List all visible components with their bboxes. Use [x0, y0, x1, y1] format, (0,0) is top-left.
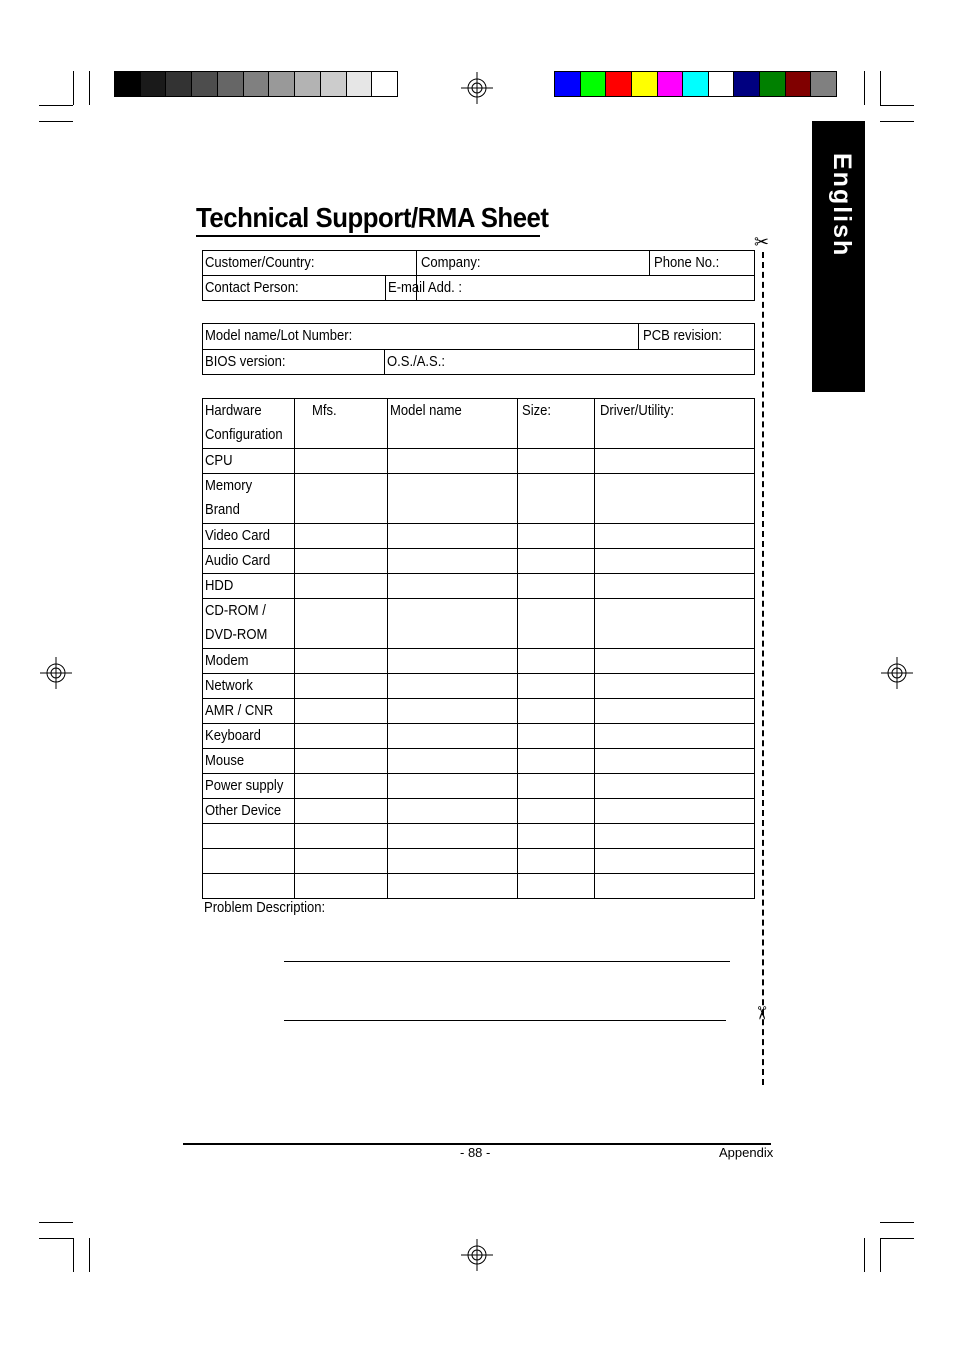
- column-header-hardware: Hardware Configuration: [203, 399, 295, 449]
- hardware-entry-cell[interactable]: [595, 599, 755, 649]
- hardware-entry-cell[interactable]: [388, 674, 518, 699]
- table-row: [203, 749, 755, 774]
- hardware-item-label: Modem: [203, 649, 295, 674]
- title-underline: [196, 235, 540, 237]
- model-name-field[interactable]: Model name/Lot Number:: [203, 324, 639, 350]
- color-swatch: [811, 72, 836, 96]
- hardware-entry-cell[interactable]: [388, 749, 518, 774]
- color-swatch: [606, 72, 632, 96]
- phone-field[interactable]: Phone No.:: [649, 251, 754, 276]
- hardware-entry-cell[interactable]: [595, 574, 755, 599]
- registration-mark-icon: [461, 72, 493, 104]
- process-color-bar: [554, 71, 837, 97]
- color-swatch: [192, 72, 218, 96]
- problem-line-2[interactable]: [284, 1020, 726, 1021]
- hardware-entry-cell[interactable]: [295, 774, 388, 799]
- contact-person-field[interactable]: Contact Person:: [203, 276, 417, 301]
- hardware-entry-cell[interactable]: [518, 674, 595, 699]
- color-swatch: [166, 72, 192, 96]
- color-swatch: [734, 72, 760, 96]
- hardware-entry-cell[interactable]: [595, 549, 755, 574]
- scissors-icon: ✂: [751, 1005, 772, 1021]
- table-row: [203, 724, 755, 749]
- hardware-entry-cell[interactable]: [518, 799, 595, 824]
- hardware-entry-cell[interactable]: [518, 649, 595, 674]
- bios-version-field[interactable]: BIOS version:: [203, 350, 385, 375]
- color-swatch: [372, 72, 397, 96]
- hardware-entry-cell[interactable]: [295, 549, 388, 574]
- hardware-item-label: Keyboard: [203, 724, 295, 749]
- hardware-entry-cell[interactable]: [295, 849, 388, 874]
- hardware-entry-cell[interactable]: [388, 524, 518, 549]
- table-row: [203, 824, 755, 849]
- os-field[interactable]: O.S./A.S.:: [385, 350, 755, 375]
- hardware-entry-cell[interactable]: [388, 449, 518, 474]
- hardware-entry-cell[interactable]: [388, 799, 518, 824]
- language-side-tab: [812, 121, 865, 392]
- hardware-entry-cell[interactable]: [595, 849, 755, 874]
- hardware-entry-cell[interactable]: [595, 799, 755, 824]
- hardware-item-label: Memory Brand: [203, 474, 295, 524]
- hardware-entry-cell[interactable]: [595, 874, 755, 899]
- hardware-entry-cell[interactable]: [595, 724, 755, 749]
- hardware-item-label: AMR / CNR: [203, 699, 295, 724]
- table-row: [203, 549, 755, 574]
- hardware-item-label: Network: [203, 674, 295, 699]
- hardware-item-label: CD-ROM / DVD-ROM: [203, 599, 295, 649]
- column-header-mfs: Mfs.: [295, 399, 388, 449]
- table-row: [203, 699, 755, 724]
- hardware-entry-cell[interactable]: [388, 574, 518, 599]
- footer-section-label: Appendix: [719, 1145, 774, 1160]
- email-field[interactable]: E-mail Add. :: [417, 276, 755, 301]
- hardware-entry-cell[interactable]: [295, 449, 388, 474]
- color-swatch: [141, 72, 167, 96]
- hardware-entry-cell[interactable]: [295, 749, 388, 774]
- hardware-entry-cell[interactable]: [595, 674, 755, 699]
- company-field[interactable]: Company:: [417, 251, 650, 276]
- color-swatch: [347, 72, 373, 96]
- hardware-entry-cell[interactable]: [595, 749, 755, 774]
- color-swatch: [709, 72, 735, 96]
- hardware-entry-cell[interactable]: [595, 449, 755, 474]
- hardware-entry-cell[interactable]: [518, 699, 595, 724]
- hardware-entry-cell[interactable]: [388, 549, 518, 574]
- hardware-entry-cell[interactable]: [295, 724, 388, 749]
- hardware-item-label: CPU: [203, 449, 295, 474]
- column-header-driver: Driver/Utility:: [595, 399, 755, 449]
- hardware-entry-cell[interactable]: [295, 824, 388, 849]
- hardware-entry-cell[interactable]: [595, 649, 755, 674]
- customer-country-field[interactable]: Customer/Country:: [203, 251, 417, 276]
- page-title: Technical Support/RMA Sheet: [196, 202, 549, 233]
- hardware-config-table: [202, 398, 755, 899]
- hardware-entry-cell[interactable]: [388, 474, 518, 524]
- hardware-entry-cell[interactable]: [388, 849, 518, 874]
- color-swatch: [244, 72, 270, 96]
- color-swatch: [786, 72, 812, 96]
- hardware-entry-cell[interactable]: [518, 524, 595, 549]
- color-swatch: [115, 72, 141, 96]
- grayscale-color-bar: [114, 71, 398, 97]
- table-row: [203, 774, 755, 799]
- scissors-icon: ✂: [754, 232, 770, 252]
- hardware-entry-cell[interactable]: [388, 699, 518, 724]
- problem-description-label: Problem Description:: [204, 900, 326, 916]
- hardware-entry-cell[interactable]: [595, 699, 755, 724]
- hardware-entry-cell[interactable]: [295, 874, 388, 899]
- hardware-entry-cell[interactable]: [388, 774, 518, 799]
- hardware-entry-cell[interactable]: [388, 724, 518, 749]
- hardware-entry-cell[interactable]: [518, 574, 595, 599]
- cut-line: [762, 252, 764, 1085]
- pcb-revision-field[interactable]: PCB revision:: [639, 324, 755, 350]
- table-row: [203, 524, 755, 549]
- hardware-item-label: Video Card: [203, 524, 295, 549]
- hardware-item-label: Power supply: [203, 774, 295, 799]
- hardware-entry-cell[interactable]: [518, 549, 595, 574]
- hardware-entry-cell[interactable]: [595, 474, 755, 524]
- hardware-entry-cell[interactable]: [295, 699, 388, 724]
- page-number: - 88 -: [460, 1145, 491, 1160]
- table-row: [203, 649, 755, 674]
- hardware-entry-cell[interactable]: [388, 649, 518, 674]
- table-row: [203, 574, 755, 599]
- table-row: [203, 799, 755, 824]
- hardware-entry-cell[interactable]: [518, 874, 595, 899]
- hardware-entry-cell[interactable]: [388, 599, 518, 649]
- hardware-entry-cell[interactable]: [518, 599, 595, 649]
- hardware-entry-cell[interactable]: [388, 824, 518, 849]
- hardware-entry-cell[interactable]: [295, 524, 388, 549]
- color-swatch: [555, 72, 581, 96]
- hardware-entry-cell[interactable]: [295, 599, 388, 649]
- hardware-entry-cell[interactable]: [595, 824, 755, 849]
- color-swatch: [269, 72, 295, 96]
- color-swatch: [632, 72, 658, 96]
- hardware-entry-cell[interactable]: [518, 774, 595, 799]
- problem-line-1[interactable]: [284, 961, 730, 962]
- table-row: [203, 599, 755, 649]
- hardware-item-label: [203, 849, 295, 874]
- table-header-row: [203, 399, 755, 449]
- registration-mark-icon: [461, 1239, 493, 1271]
- model-info-table: [202, 323, 755, 375]
- column-header-model: Model name: [388, 399, 518, 449]
- hardware-entry-cell[interactable]: [518, 474, 595, 524]
- color-swatch: [295, 72, 321, 96]
- hardware-entry-cell[interactable]: [518, 724, 595, 749]
- table-row: [203, 849, 755, 874]
- hardware-item-label: [203, 874, 295, 899]
- hardware-entry-cell[interactable]: [518, 449, 595, 474]
- color-swatch: [760, 72, 786, 96]
- hardware-entry-cell[interactable]: [295, 799, 388, 824]
- hardware-item-label: Mouse: [203, 749, 295, 774]
- color-swatch: [218, 72, 244, 96]
- hardware-item-label: [203, 824, 295, 849]
- hardware-entry-cell[interactable]: [295, 474, 388, 524]
- table-row: [203, 674, 755, 699]
- hardware-entry-cell[interactable]: [295, 574, 388, 599]
- side-tab-label: English: [827, 153, 856, 258]
- hardware-item-label: Audio Card: [203, 549, 295, 574]
- table-row: [203, 474, 755, 524]
- hardware-entry-cell[interactable]: [518, 849, 595, 874]
- color-swatch: [581, 72, 607, 96]
- color-swatch: [658, 72, 684, 96]
- table-row: [203, 874, 755, 899]
- hardware-entry-cell[interactable]: [388, 874, 518, 899]
- registration-mark-icon: [40, 657, 72, 689]
- color-swatch: [321, 72, 347, 96]
- color-swatch: [683, 72, 709, 96]
- table-row: [203, 449, 755, 474]
- customer-info-table: [202, 250, 755, 301]
- registration-mark-icon: [881, 657, 913, 689]
- hardware-item-label: HDD: [203, 574, 295, 599]
- hardware-item-label: Other Device: [203, 799, 295, 824]
- hardware-entry-cell[interactable]: [518, 749, 595, 774]
- hardware-entry-cell[interactable]: [295, 674, 388, 699]
- hardware-entry-cell[interactable]: [595, 774, 755, 799]
- column-header-size: Size:: [518, 399, 595, 449]
- hardware-entry-cell[interactable]: [518, 824, 595, 849]
- hardware-entry-cell[interactable]: [295, 649, 388, 674]
- hardware-entry-cell[interactable]: [595, 524, 755, 549]
